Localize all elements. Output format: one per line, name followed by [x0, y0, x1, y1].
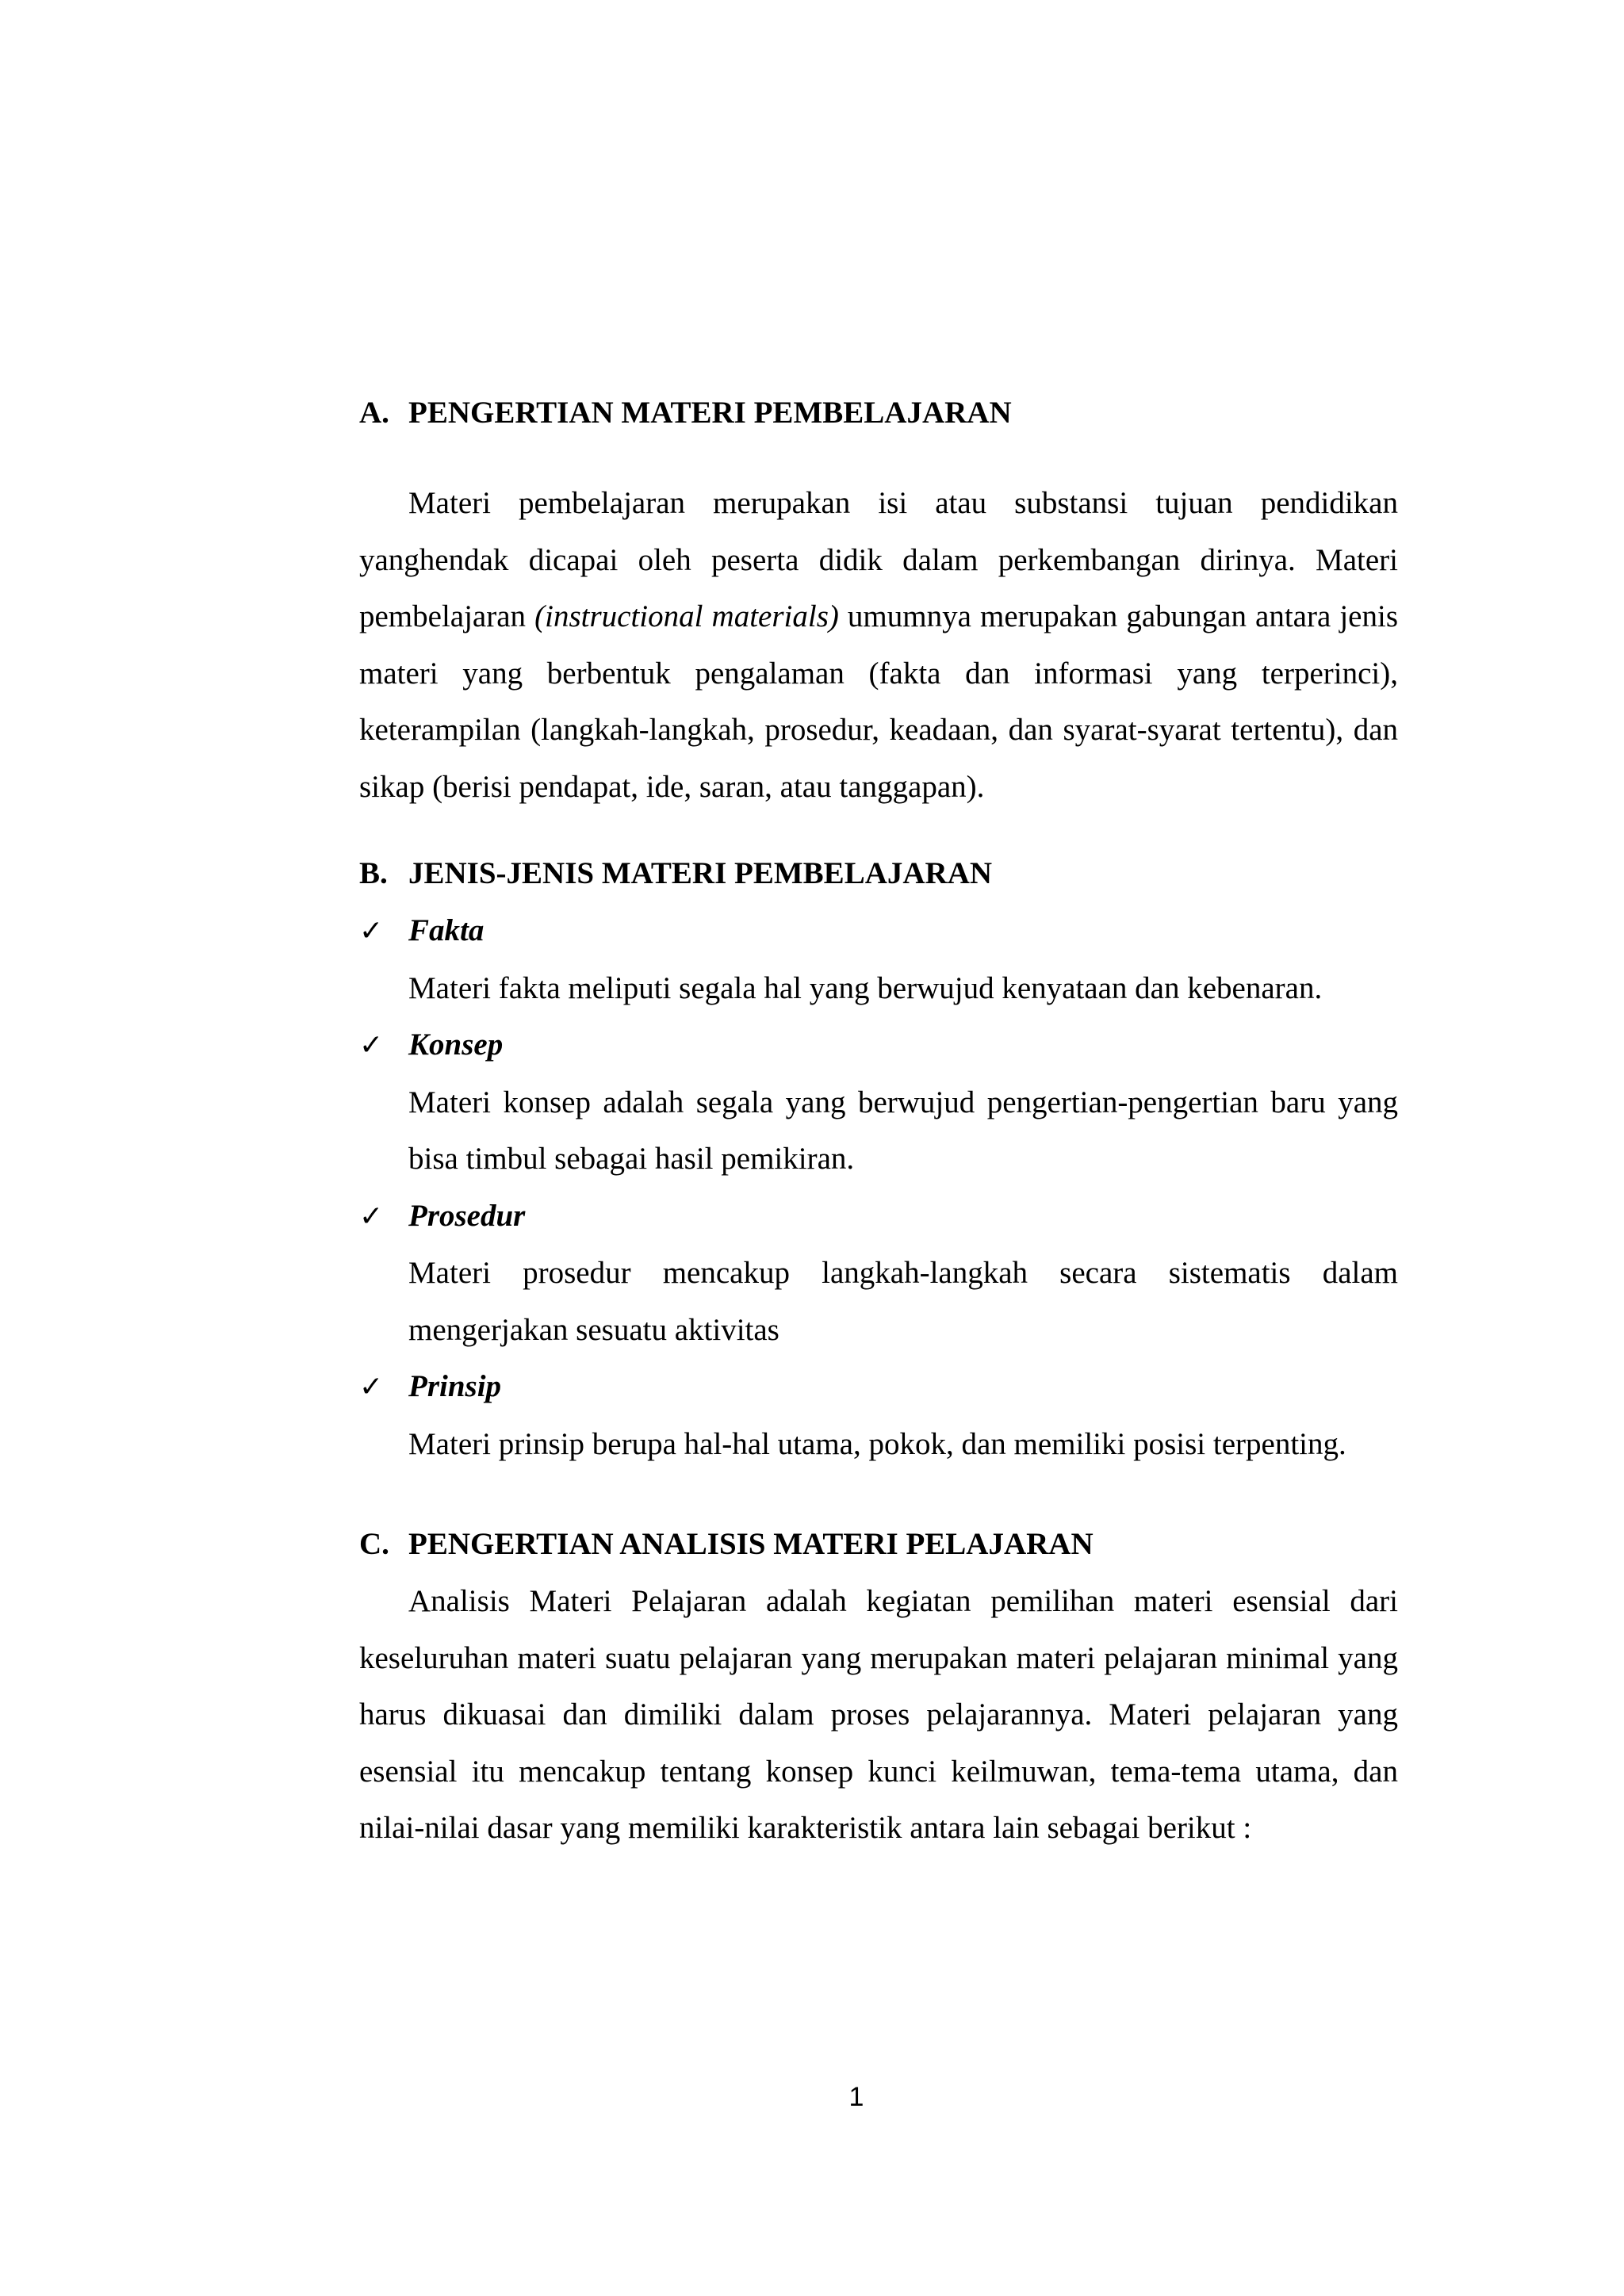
list-item	[359, 1016, 1398, 1188]
section-a-text-1: Materi pembelajaran merupakan isi atau substansi tujuan pendidikan yanghendak dicapai oleh peserta didik dalam perkembangan dirinya. Materi pembelajaran	[359, 486, 1398, 633]
check-mark-icon: ✓	[359, 1200, 384, 1233]
section-a-heading	[359, 385, 1398, 442]
list-item-title: Prinsip	[408, 1369, 502, 1403]
section-c-title: PENGERTIAN ANALISIS MATERI PELAJARAN	[408, 1527, 1094, 1561]
list-item-description: Materi fakta meliputi segala hal yang berwujud kenyataan dan kebenaran.	[408, 970, 1323, 1005]
list-item	[359, 902, 1398, 1016]
page-content	[359, 385, 1398, 1857]
page-number: 1	[848, 2082, 864, 2112]
section-c-letter: C.	[359, 1527, 389, 1561]
section-b-letter: B.	[359, 856, 388, 890]
list-item-description: Materi prosedur mencakup langkah-langkah secara sistematis dalam mengerjakan sesuatu aktivitas	[408, 1256, 1398, 1347]
list-item-description: Materi konsep adalah segala yang berwujud pengertian-pengertian baru yang bisa timbul sebagai hasil pemikiran.	[408, 1085, 1398, 1176]
check-mark-icon: ✓	[359, 1029, 384, 1062]
check-mark-icon: ✓	[359, 915, 384, 947]
check-mark-icon: ✓	[359, 1371, 384, 1403]
list-item	[359, 1188, 1398, 1359]
list-item-title: Prosedur	[408, 1198, 526, 1233]
list-item-title: Konsep	[408, 1027, 504, 1062]
section-c-heading	[359, 1516, 1398, 1573]
section-a-italic-term: (instructional materials)	[534, 599, 839, 633]
list-item	[359, 1358, 1398, 1472]
section-a-letter: A.	[359, 396, 389, 430]
list-item-title: Fakta	[408, 913, 485, 947]
section-a-text-2: umumnya merupakan gabungan antara jenis materi yang berbentuk pengalaman (fakta dan informasi yang terperinci), keterampilan (langkah-langkah, prosedur, keadaan, dan syarat-syarat tertentu), dan sikap (berisi pendapat, ide, saran, atau tanggapan).	[359, 599, 1399, 804]
list-item-description: Materi prinsip berupa hal-hal utama, pokok, dan memiliki posisi terpenting.	[408, 1426, 1346, 1461]
section-b-heading	[359, 845, 1398, 902]
section-b-title: JENIS-JENIS MATERI PEMBELAJARAN	[408, 856, 993, 890]
section-a-title: PENGERTIAN MATERI PEMBELAJARAN	[408, 396, 1012, 430]
section-c-paragraph: Analisis Materi Pelajaran adalah kegiatan pemilihan materi esensial dari keseluruhan materi suatu pelajaran yang merupakan materi pelajaran minimal yang harus dikuasai dan dimiliki dalam proses pelajarannya. Materi pelajaran yang esensial itu mencakup tentang konsep kunci keilmuwan, tema-tema utama, dan nilai-nilai dasar yang memiliki karakteristik antara lain sebagai berikut :	[359, 1584, 1398, 1845]
section-a-paragraph	[359, 475, 1398, 815]
